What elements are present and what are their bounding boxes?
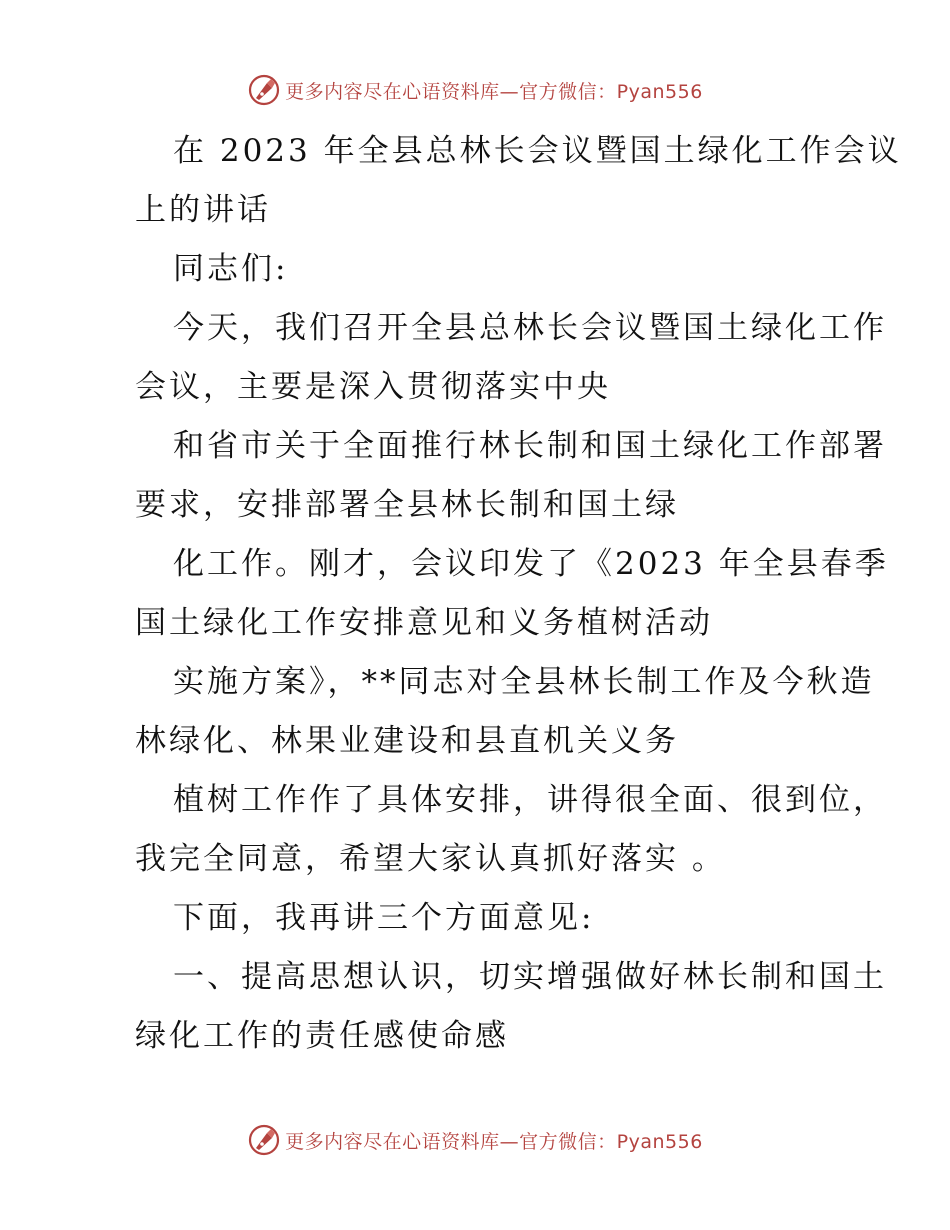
text-line: 今天，我们召开全县总林长会议暨国土绿化工作 [173, 310, 887, 346]
section-heading-line-1: 一、提高思想认识，切实增强做好林长制和国土 [173, 959, 887, 995]
text-line: 植树工作作了具体安排，讲得很全面、很到位， [173, 782, 887, 818]
text-line: 会议，主要是深入贯彻落实中央 [135, 369, 611, 405]
header-watermark [0, 70, 950, 110]
text-line: 实施方案》，**同志对全县林长制工作及今秋造 [173, 664, 875, 700]
pen-nib-logo-icon [247, 1123, 281, 1157]
salutation: 同志们: [173, 251, 289, 287]
footer-watermark [0, 1120, 950, 1160]
text-line: 化工作。刚才，会议印发了《2023 年全县春季 [173, 546, 889, 582]
document-body [97, 122, 902, 1066]
title-line-2: 上的讲话 [135, 192, 271, 228]
text-line: 和省市关于全面推行林长制和国土绿化工作部署 [173, 428, 887, 464]
watermark-text: 更多内容尽在心语资料库—官方微信：Pyan556 [285, 80, 703, 103]
watermark-text: 更多内容尽在心语资料库—官方微信：Pyan556 [285, 1130, 703, 1153]
text-line: 我完全同意，希望大家认真抓好落实 。 [135, 841, 726, 877]
text-line: 要求，安排部署全县林长制和国土绿 [135, 487, 679, 523]
speech-text [97, 122, 902, 1066]
title-line-1: 在 2023 年全县总林长会议暨国土绿化工作会议 [173, 133, 902, 169]
text-line: 林绿化、林果业建设和县直机关义务 [135, 723, 679, 759]
section-heading-line-2: 绿化工作的责任感使命感 [135, 1018, 509, 1054]
text-line: 下面，我再讲三个方面意见: [173, 900, 595, 936]
text-line: 国土绿化工作安排意见和义务植树活动 [135, 605, 713, 641]
pen-nib-logo-icon [247, 73, 281, 107]
